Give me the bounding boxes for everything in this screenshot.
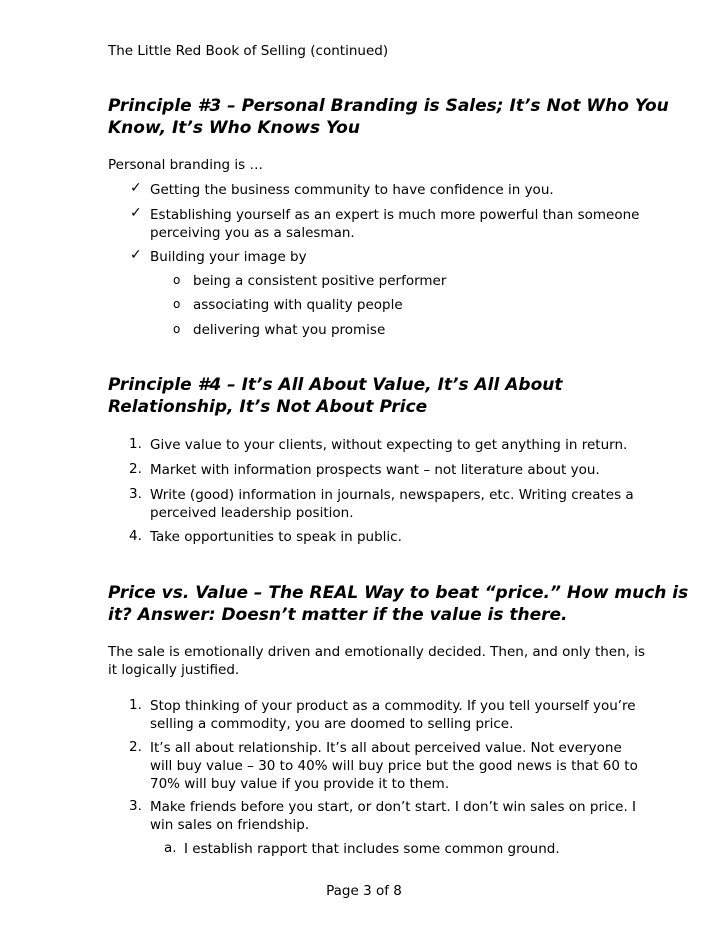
principle-4-item-4: Take opportunities to speak in public. [150,529,402,545]
page-number-footer: Page 3 of 8 [326,883,402,899]
checkmark-icon: ✓ [130,247,142,263]
running-header: The Little Red Book of Selling (continued) [108,43,389,59]
principle-4-heading-line-1: Principle #4 – It’s All About Value, It’s All About [108,375,563,395]
checkmark-icon: ✓ [130,205,142,221]
list-number: 2. [129,461,142,477]
hollow-bullet-icon: o [173,273,181,287]
principle-4-item-2: Market with information prospects want – not literature about you. [150,462,600,478]
list-number: 4. [129,528,142,544]
list-number: 1. [129,697,142,713]
check-item-2-line-1: Establishing yourself as an expert is much more powerful than someone [150,207,640,223]
sub-item-1: being a consistent positive performer [193,273,447,289]
price-value-item-3-line-2: win sales on friendship. [150,817,310,833]
price-value-heading-line-1: Price vs. Value – The REAL Way to beat “price.” How much is [108,583,689,603]
principle-3-heading-line-1: Principle #3 – Personal Branding is Sales; It’s Not Who You [108,96,669,116]
check-item-1-line-1: Getting the business community to have confidence in you. [150,182,554,198]
price-value-item-1-line-1: Stop thinking of your product as a commodity. If you tell yourself you’re [150,698,636,714]
hollow-bullet-icon: o [173,297,181,311]
principle-4-heading-line-2: Relationship, It’s Not About Price [108,397,428,417]
sub-item-3: delivering what you promise [193,322,386,338]
price-value-item-2-line-3: 70% will buy value if you provide it to them. [150,776,450,792]
checkmark-icon: ✓ [130,180,142,196]
price-value-paragraph-line-2: it logically justified. [108,662,240,678]
list-number: 1. [129,436,142,452]
list-number: 3. [129,486,142,502]
price-value-paragraph-line-1: The sale is emotionally driven and emotionally decided. Then, and only then, is [108,644,646,660]
check-item-2-line-2: perceiving you as a salesman. [150,225,355,241]
principle-4-item-3-line-1: Write (good) information in journals, newspapers, etc. Writing creates a [150,487,634,503]
hollow-bullet-icon: o [173,322,181,336]
price-value-item-2-line-1: It’s all about relationship. It’s all about perceived value. Not everyone [150,740,622,756]
price-value-item-1-line-2: selling a commodity, you are doomed to selling price. [150,716,514,732]
list-letter: a. [164,840,177,856]
list-number: 2. [129,739,142,755]
list-number: 3. [129,798,142,814]
check-item-3-line-1: Building your image by [150,249,307,265]
principle-3-heading-line-2: Know, It’s Who Knows You [108,118,360,138]
principle-4-item-1: Give value to your clients, without expecting to get anything in return. [150,437,628,453]
sub-item-2: associating with quality people [193,297,403,313]
principle-4-item-3-line-2: perceived leadership position. [150,505,354,521]
price-value-item-2-line-2: will buy value – 30 to 40% will buy price but the good news is that 60 to [150,758,638,774]
price-value-heading-line-2: it? Answer: Doesn’t matter if the value is there. [108,605,568,625]
price-value-item-3-line-1: Make friends before you start, or don’t start. I don’t win sales on price. I [150,799,637,815]
price-value-sub-item-a: I establish rapport that includes some common ground. [184,841,560,857]
principle-3-intro: Personal branding is … [108,157,263,173]
